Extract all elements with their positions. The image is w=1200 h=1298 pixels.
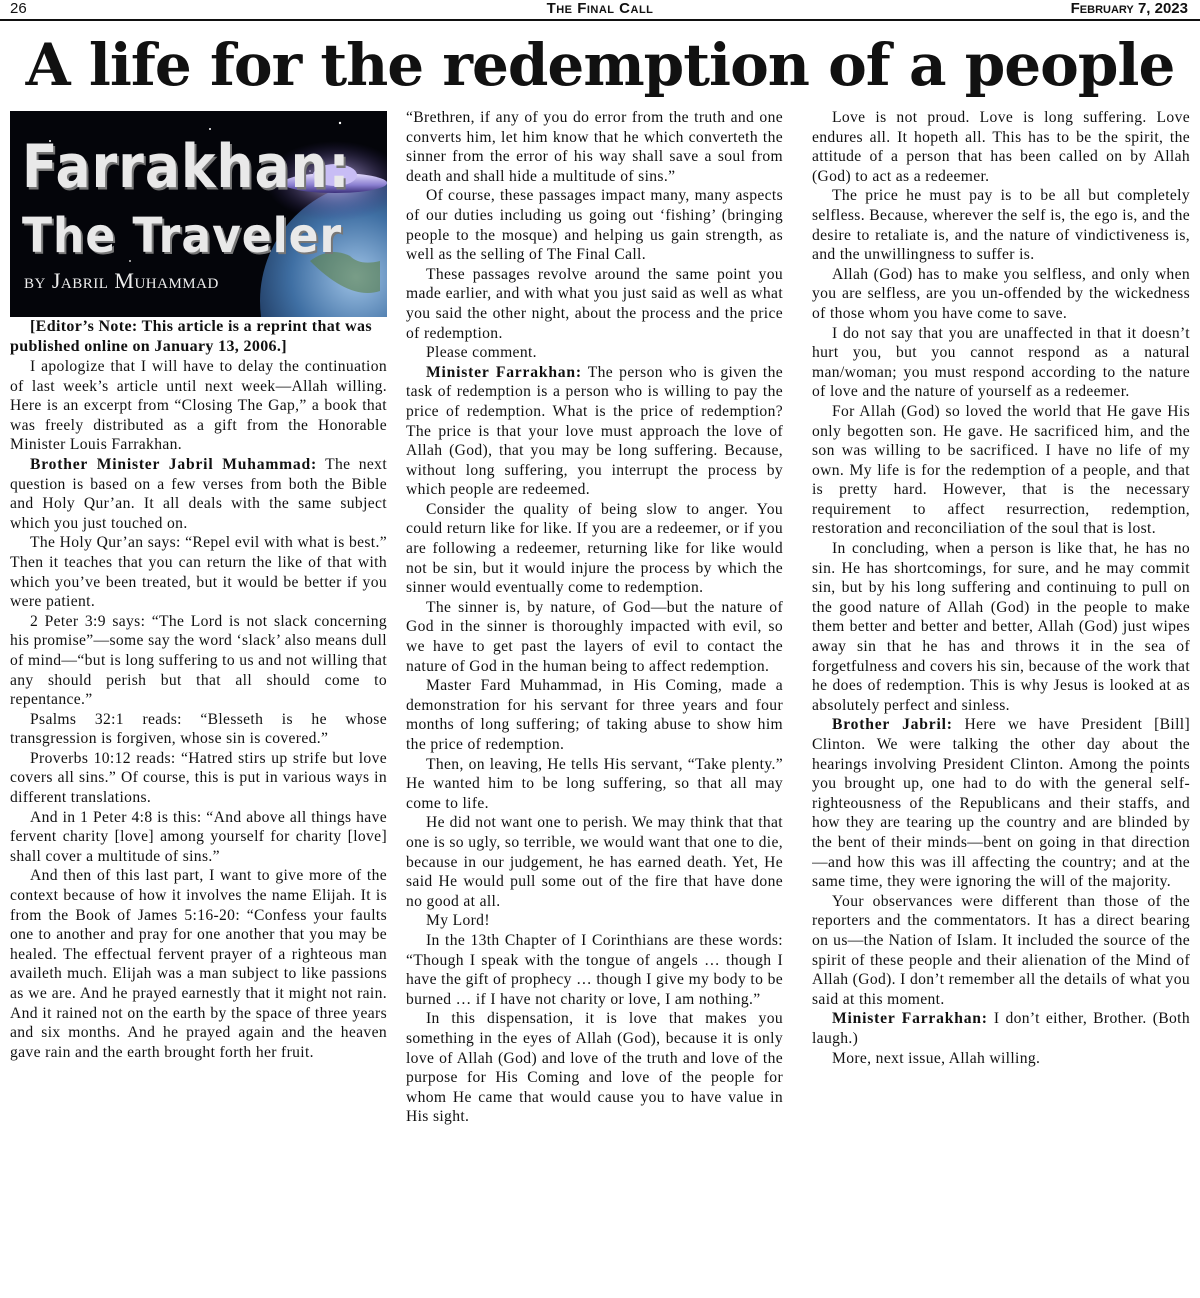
paragraph-text: Please comment. — [426, 344, 537, 362]
paragraph — [812, 892, 1190, 1010]
paragraph-text: These passages revolve around the same point you made earlier, and with what you just said as well as what you said the other night, about the process and the price of redemption. — [406, 265, 783, 342]
paragraph — [812, 108, 1190, 186]
paragraph — [406, 1009, 783, 1127]
column-3-body — [812, 108, 1190, 1068]
paragraph — [10, 866, 387, 1062]
paragraph-text: 2 Peter 3:9 says: “The Lord is not slack concerning his promise”—some say the word ‘slack’ also means dull of mind—“but is long suffering to us and not willing that any should perish but that all should come to repentance.” — [10, 612, 387, 709]
paragraph — [812, 265, 1190, 324]
paragraph-text: “Brethren, if any of you do error from the truth and one converts him, let him know that he which converteth the sinner from the error of his way shall save a soul from death and shall hide a multitude of sins.” — [406, 109, 783, 185]
paragraph-text: Of course, these passages impact many, many aspects of our duties including us going out ‘fishing’ (bringing people to the mosque) and helping us gain strength, as well as the selling of The Final Call. — [406, 187, 783, 264]
paragraph — [10, 533, 387, 611]
paragraph-text: Love is not proud. Love is long suffering. Love endures all. It hopeth all. This has to be the spirit, the attitude of a person that has been called on by Allah (God) to act as a redeemer. — [812, 109, 1190, 185]
paragraph — [812, 402, 1190, 539]
speaker-label: Brother Minister Jabril Muhammad: — [30, 455, 317, 473]
paragraph — [10, 749, 387, 808]
paragraph — [406, 755, 783, 814]
paragraph-text: Master Fard Muhammad, in His Coming, made a demonstration for his servant for three years and four months of long suffering; of taking abuse to show him the price of redemption. — [406, 677, 783, 753]
paragraph-text: Here we have President [Bill] Clinton. We were talking the other day about the hearings involving President Clinton. Among the points you brought up, one had to do with the general self-righteousness of the Republicans and their staffs, and how they are tearing up the country and are blinded by the bent of their minds—bent on going in that direction—and how this was ill affecting the country; and at the same time, they were ignoring the will of the majority. — [812, 716, 1190, 891]
paragraph — [812, 715, 1190, 891]
speaker-label: Minister Farrakhan: — [426, 363, 582, 381]
paper-name: The Final Call — [546, 0, 654, 17]
folio-rule — [0, 19, 1200, 21]
paragraph-text: The price he must pay is to be all but completely selfless. Because, wherever the self is, the ego is, and the desire to retaliate is, and the nature of vindictiveness is, and the unwillingness to suffer is. — [812, 187, 1190, 264]
paragraph-text: For Allah (God) so loved the world that He gave His only begotten son. He gave. He sacrificed him, and the son was willing to be sacrificed. I have no life of my own. My life is for the redemption of a people, and that is pretty hard. However, that is the necessary requirement to affect resurrection, redemption, restoration and reconciliation of the soul that is lost. — [812, 402, 1190, 538]
paragraph — [406, 676, 783, 754]
paragraph — [10, 612, 387, 710]
paragraph — [10, 808, 387, 867]
paragraph-text: And then of this last part, I want to give more of the context because of how it involves the name Elijah. It is from the Book of James 5:16-20: “Confess your faults one to another and pray for one another that you may be healed. The effectual fervent prayer of a righteous man availeth much. Elijah was a man subject to like passions as we are. And he prayed earnestly that it might not rain. And it rained not on the earth by the space of three years and six months. And he prayed again and the heaven gave rain and the earth brought forth her fruit. — [10, 867, 387, 1061]
paragraph — [812, 1049, 1190, 1069]
paragraph — [406, 911, 783, 931]
paragraph — [406, 363, 783, 500]
logo-title-line2: The Traveler — [22, 207, 343, 264]
headline: A life for the redemption of a people — [25, 31, 1175, 99]
paragraph — [10, 357, 387, 455]
paragraph-text: He did not want one to perish. We may think that that one is so ugly, so terrible, we would want that one to die, because in our judgement, he has earned death. Yet, He said He would pull some out of the fire that have done no good at all. — [406, 814, 783, 910]
paragraph — [406, 500, 783, 598]
paragraph-text: Then, on leaving, He tells His servant, “Take plenty.” He wanted him to be long suffering, so that all may come to life. — [406, 755, 783, 812]
folio-bar — [0, 0, 1200, 20]
paragraph — [812, 1009, 1190, 1048]
paragraph-text: My Lord! — [426, 912, 490, 930]
paragraph-text: Proverbs 10:12 reads: “Hatred stirs up strife but love covers all sins.” Of course, this is put in various ways in different translations. — [10, 749, 387, 807]
paragraph — [10, 710, 387, 749]
paragraph-text: The person who is given the task of redemption is a person who is willing to pay the price of redemption. What is the price of redemption? The price is that your love must approach the love of Allah (God), that you may be long suffering. Because, without long suffering, you interrupt the process by which people are redeemed. — [406, 363, 783, 499]
paragraph — [812, 324, 1190, 402]
logo-title-line1: Farrakhan: — [22, 133, 351, 202]
paragraph-text: The sinner is, by nature, of God—but the nature of God in the sinner is thoroughly impacted with evil, so we have to get past the layers of evil to contact the nature of God in the human being to affect redemption. — [406, 598, 783, 675]
paragraph-text: And in 1 Peter 4:8 is this: “And above all things have fervent charity [love] among yourself for charity [love] shall cover a multitude of sins.” — [10, 808, 387, 865]
paragraph-text: Psalms 32:1 reads: “Blesseth is he whose transgression is forgiven, whose sin is covered.” — [10, 710, 387, 748]
paragraph — [812, 186, 1190, 264]
speaker-label: Brother Jabril: — [832, 716, 953, 734]
paragraph-text: The next question is based on a few verses from both the Bible and Holy Qur’an. It all deals with the same subject which you just touched on. — [10, 455, 387, 532]
paragraph-text: Consider the quality of being slow to anger. You could return like for like. If you are a redeemer, or if you are following a redeemer, returning like for like would not be sin, but it would injure the process by which the sinner would eventually come to redemption. — [406, 500, 783, 597]
paragraph-text: I don’t either, Brother. (Both laugh.) — [812, 1010, 1190, 1047]
speaker-label: Minister Farrakhan: — [832, 1010, 988, 1028]
paragraph-text: In concluding, when a person is like that, he has no sin. He has shortcomings, for sure, and he may commit sin, but by his long suffering and continuing to pull on the good nature of Allah (God) in the people to make them better and better and better, Allah (God) just wipes away sin that he has and throws it in the sea of forgetfulness and covers his sin, because of the work that he does of redemption. This is why Jesus is looked at as absolutely perfect and sinless. — [812, 540, 1190, 714]
logo-byline: by Jabril Muhammad — [24, 268, 219, 293]
paragraph — [406, 186, 783, 264]
column-1-body — [10, 357, 387, 1062]
paragraph — [406, 813, 783, 911]
column-2 — [406, 108, 783, 1298]
column-1 — [10, 108, 387, 1298]
paragraph-text: In the 13th Chapter of I Corinthians are these words: “Though I speak with the tongue of angels … though I have the gift of prophecy … though I give my body to be burned … if I have not charity or love, I am nothing.” — [406, 931, 783, 1008]
paragraph — [10, 455, 387, 533]
paragraph — [406, 343, 783, 363]
paragraph — [406, 931, 783, 1009]
paragraph — [406, 108, 783, 186]
paragraph — [812, 539, 1190, 715]
issue-date: February 7, 2023 — [1070, 0, 1188, 17]
paragraph-text: I do not say that you are unaffected in that it doesn’t hurt you, but you cannot respond as a natural man/woman; you must respond according to the nature of love and the nature of yourself as a redeemer. — [812, 324, 1190, 401]
editors-note: [Editor’s Note: This article is a reprint that was published online on January 13, 2006.] — [10, 318, 372, 355]
paragraph-text: In this dispensation, it is love that makes you something in the eyes of Allah (God), because it is only love of Allah (God) and love of the truth and love of the purpose for His Coming and love of the people for whom He came that would cause you to have value in His sight. — [406, 1010, 783, 1126]
column-3 — [812, 108, 1190, 1298]
paragraph-text: I apologize that I will have to delay the continuation of last week’s article until next week—Allah willing. Here is an excerpt from “Closing The Gap,” a book that was freely distributed as a gift from the Honorable Minister Louis Farrakhan. — [10, 358, 387, 454]
paragraph-text: Your observances were different than those of the reporters and the commentators. It has a direct bearing on us—the Nation of Islam. It included the source of the spirit of these people and their alienation of the Mind of Allah (God). I don’t remember all the details of what you said at this moment. — [812, 892, 1190, 1008]
paragraph — [406, 598, 783, 676]
paragraph-text: Allah (God) has to make you selfless, and only when you are selfless, are you un-offended by the wickedness of those whom you have come to save. — [812, 265, 1190, 322]
page-number: 26 — [10, 0, 27, 17]
column-logo — [10, 111, 387, 317]
paragraph-text: More, next issue, Allah willing. — [832, 1049, 1041, 1067]
paragraph — [406, 265, 783, 343]
column-2-body — [406, 108, 783, 1127]
paragraph-text: The Holy Qur’an says: “Repel evil with what is best.” Then it teaches that you can return the like of that with which you’ve been treated, but it would be better if you were patient. — [10, 534, 387, 611]
